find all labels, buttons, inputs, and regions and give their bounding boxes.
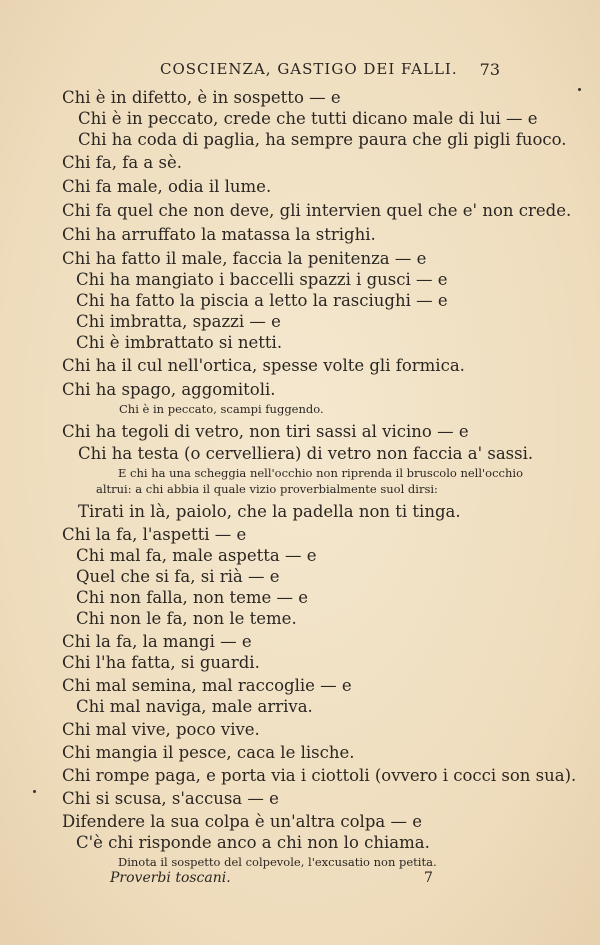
proverb-line: Chi l'ha fatta, si guardi. — [62, 653, 260, 672]
proverb-line: Chi non le fa, non le teme. — [76, 609, 297, 628]
signature-title: Proverbi toscani. — [110, 870, 231, 886]
proverb-line: Chi imbratta, spazzi — e — [76, 312, 281, 331]
proverb-line: Chi mal semina, mal raccoglie — e — [62, 676, 352, 695]
proverb-line: Chi ha arruffato la matassa la strighi. — [62, 225, 376, 244]
proverb-line: Quel che si fa, si rià — e — [76, 567, 280, 586]
running-header — [60, 60, 500, 84]
proverb-note: altrui: a chi abbia il quale vizio proverbialmente suol dirsi: — [96, 482, 438, 496]
proverb-line: Chi fa quel che non deve, gli intervien quel che e' non crede. — [62, 201, 572, 220]
proverb-line: C'è chi risponde anco a chi non lo chiama. — [76, 833, 430, 852]
proverb-line: Chi ha fatto il male, faccia la penitenza — e — [62, 249, 427, 268]
page-number: 73 — [479, 60, 500, 79]
signature-mark: 7 — [424, 870, 433, 886]
proverb-line: Chi rompe paga, e porta via i ciottoli (ovvero i cocci son sua). — [62, 766, 577, 785]
proverb-note: Dinota il sospetto del colpevole, l'excusatio non petita. — [118, 855, 437, 869]
proverb-note: Chi è in peccato, scampi fuggendo. — [119, 402, 324, 416]
proverb-line: Chi non falla, non teme — e — [76, 588, 309, 607]
proverb-line: Chi ha spago, aggomitoli. — [62, 380, 276, 399]
proverb-line: Chi fa, fa a sè. — [62, 153, 182, 172]
proverb-line: Tirati in là, paiolo, che la padella non ti tinga. — [78, 502, 461, 521]
paper-speck — [578, 88, 581, 91]
proverb-line: Chi è imbrattato si netti. — [76, 333, 283, 352]
proverb-line: Chi ha fatto la piscia a letto la rasciughi — e — [76, 291, 448, 310]
proverb-note: E chi ha una scheggia nell'occhio non riprenda il bruscolo nell'occhio — [118, 466, 523, 480]
proverb-line: Chi la fa, la mangi — e — [62, 632, 252, 651]
proverb-line: Chi fa male, odia il lume. — [62, 177, 272, 196]
proverb-line: Chi ha il cul nell'ortica, spesse volte gli formica. — [62, 356, 465, 375]
proverb-line: Chi ha testa (o cervelliera) di vetro non faccia a' sassi. — [78, 444, 534, 463]
proverb-line: Chi mal fa, male aspetta — e — [76, 546, 317, 565]
proverb-line: Chi è in peccato, crede che tutti dicano male di lui — e — [78, 109, 538, 128]
proverb-line: Chi si scusa, s'accusa — e — [62, 789, 279, 808]
proverb-line: Chi mal naviga, male arriva. — [76, 697, 313, 716]
proverb-line: Difendere la sua colpa è un'altra colpa — e — [62, 812, 422, 831]
proverb-line: Chi mangia il pesce, caca le lische. — [62, 743, 355, 762]
proverb-line: Chi mal vive, poco vive. — [62, 720, 260, 739]
proverb-line: Chi ha coda di paglia, ha sempre paura che gli pigli fuoco. — [78, 130, 567, 149]
proverb-line: Chi ha mangiato i baccelli spazzi i gusci — e — [76, 270, 448, 289]
proverb-line: Chi ha tegoli di vetro, non tiri sassi al vicino — e — [62, 422, 469, 441]
paper-speck — [33, 790, 36, 793]
proverb-line: Chi è in difetto, è in sospetto — e — [62, 88, 341, 107]
proverb-line: Chi la fa, l'aspetti — e — [62, 525, 247, 544]
running-title: COSCIENZA, GASTIGO DEI FALLI. — [160, 60, 458, 78]
